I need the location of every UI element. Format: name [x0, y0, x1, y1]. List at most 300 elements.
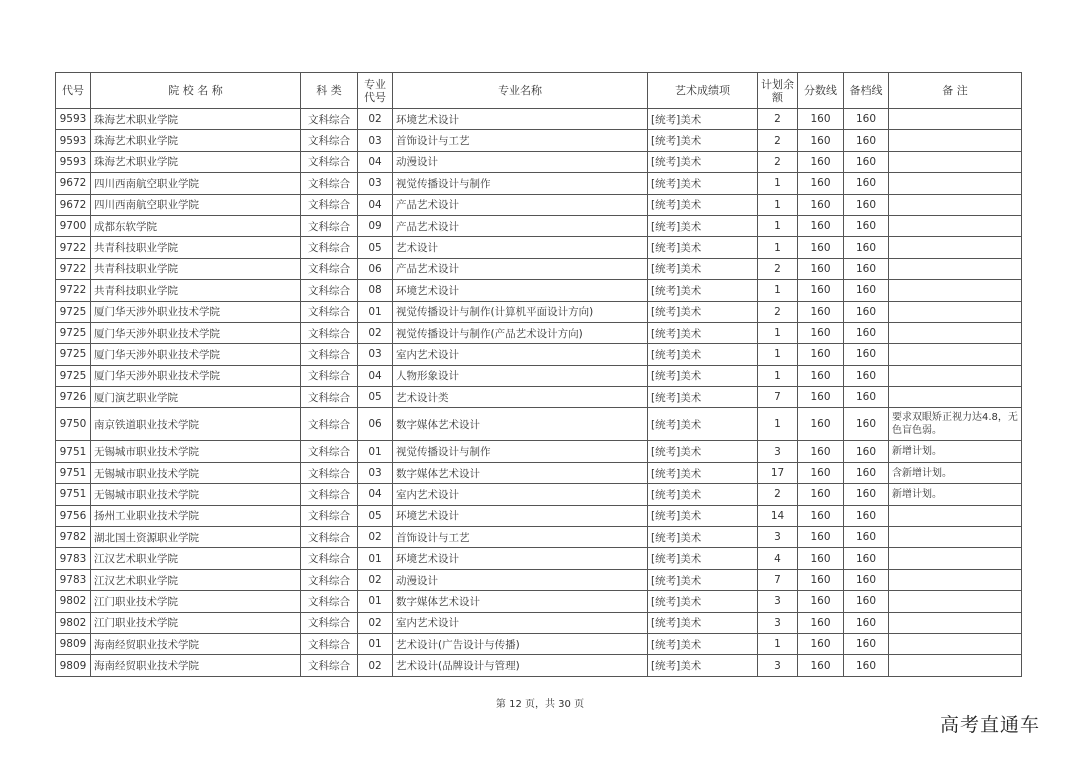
table-row	[56, 215, 1022, 236]
cell-school-code: 9756	[56, 505, 91, 526]
cell-remaining-plan: 2	[758, 484, 798, 505]
cell-backup-line: 160	[844, 215, 889, 236]
cell-remaining-plan: 2	[758, 301, 798, 322]
cell-score-line: 160	[798, 591, 844, 612]
cell-school-name: 四川西南航空职业学院	[91, 173, 301, 194]
cell-notes	[889, 365, 1022, 386]
cell-remaining-plan: 1	[758, 633, 798, 654]
cell-art-score-item: [统考]美术	[648, 505, 758, 526]
cell-backup-line: 160	[844, 633, 889, 654]
cell-remaining-plan: 2	[758, 109, 798, 130]
cell-major-name: 产品艺术设计	[393, 194, 648, 215]
cell-score-line: 160	[798, 151, 844, 172]
header-code: 代号	[56, 73, 91, 109]
cell-backup-line: 160	[844, 655, 889, 676]
cell-notes	[889, 548, 1022, 569]
cell-art-score-item: [统考]美术	[648, 612, 758, 633]
cell-backup-line: 160	[844, 441, 889, 462]
cell-notes	[889, 527, 1022, 548]
cell-school-name: 无锡城市职业技术学院	[91, 484, 301, 505]
cell-notes: 新增计划。	[889, 484, 1022, 505]
header-remaining-plan: 计划余额	[758, 73, 798, 109]
cell-major-name: 视觉传播设计与制作	[393, 441, 648, 462]
table-row	[56, 484, 1022, 505]
table-row	[56, 527, 1022, 548]
header-school: 院 校 名 称	[91, 73, 301, 109]
cell-art-score-item: [统考]美术	[648, 387, 758, 408]
table-row	[56, 365, 1022, 386]
cell-major-code: 05	[358, 505, 393, 526]
cell-major-code: 04	[358, 194, 393, 215]
table-row	[56, 505, 1022, 526]
cell-school-code: 9725	[56, 301, 91, 322]
cell-school-name: 南京铁道职业技术学院	[91, 408, 301, 441]
cell-score-line: 160	[798, 484, 844, 505]
cell-school-code: 9802	[56, 591, 91, 612]
cell-remaining-plan: 3	[758, 591, 798, 612]
cell-remaining-plan: 4	[758, 548, 798, 569]
cell-school-code: 9725	[56, 322, 91, 343]
cell-school-name: 厦门华天涉外职业技术学院	[91, 365, 301, 386]
cell-school-name: 厦门演艺职业学院	[91, 387, 301, 408]
cell-remaining-plan: 1	[758, 365, 798, 386]
cell-notes	[889, 655, 1022, 676]
table-row	[56, 548, 1022, 569]
cell-major-name: 视觉传播设计与制作(产品艺术设计方向)	[393, 322, 648, 343]
cell-school-name: 江汉艺术职业学院	[91, 548, 301, 569]
header-backup-line: 备档线	[844, 73, 889, 109]
cell-major-code: 05	[358, 237, 393, 258]
cell-score-line: 160	[798, 301, 844, 322]
cell-category: 文科综合	[301, 484, 358, 505]
cell-backup-line: 160	[844, 322, 889, 343]
cell-score-line: 160	[798, 215, 844, 236]
table-row	[56, 322, 1022, 343]
cell-school-code: 9722	[56, 237, 91, 258]
cell-art-score-item: [统考]美术	[648, 441, 758, 462]
cell-major-code: 01	[358, 441, 393, 462]
cell-category: 文科综合	[301, 441, 358, 462]
cell-remaining-plan: 7	[758, 387, 798, 408]
table-row	[56, 633, 1022, 654]
cell-major-code: 06	[358, 258, 393, 279]
cell-backup-line: 160	[844, 151, 889, 172]
table-row	[56, 591, 1022, 612]
cell-school-name: 海南经贸职业技术学院	[91, 655, 301, 676]
cell-major-code: 01	[358, 591, 393, 612]
cell-school-name: 四川西南航空职业学院	[91, 194, 301, 215]
cell-score-line: 160	[798, 548, 844, 569]
cell-school-name: 江门职业技术学院	[91, 591, 301, 612]
cell-remaining-plan: 1	[758, 173, 798, 194]
cell-major-code: 02	[358, 655, 393, 676]
cell-notes	[889, 215, 1022, 236]
cell-score-line: 160	[798, 462, 844, 483]
cell-major-name: 艺术设计(品牌设计与管理)	[393, 655, 648, 676]
cell-major-code: 05	[358, 387, 393, 408]
cell-backup-line: 160	[844, 344, 889, 365]
table-header-row	[56, 73, 1022, 109]
cell-school-code: 9751	[56, 462, 91, 483]
table-row	[56, 344, 1022, 365]
cell-score-line: 160	[798, 527, 844, 548]
cell-art-score-item: [统考]美术	[648, 215, 758, 236]
cell-art-score-item: [统考]美术	[648, 365, 758, 386]
cell-school-code: 9593	[56, 130, 91, 151]
cell-art-score-item: [统考]美术	[648, 322, 758, 343]
cell-category: 文科综合	[301, 130, 358, 151]
cell-notes	[889, 344, 1022, 365]
page-footer: 第 12 页，共 30 页	[495, 699, 585, 710]
cell-major-name: 数字媒体艺术设计	[393, 591, 648, 612]
cell-category: 文科综合	[301, 301, 358, 322]
cell-backup-line: 160	[844, 462, 889, 483]
cell-category: 文科综合	[301, 344, 358, 365]
table-row	[56, 569, 1022, 590]
cell-score-line: 160	[798, 258, 844, 279]
cell-backup-line: 160	[844, 280, 889, 301]
cell-category: 文科综合	[301, 151, 358, 172]
cell-art-score-item: [统考]美术	[648, 527, 758, 548]
header-major-name: 专业名称	[393, 73, 648, 109]
cell-school-name: 海南经贸职业技术学院	[91, 633, 301, 654]
cell-major-name: 室内艺术设计	[393, 344, 648, 365]
cell-major-code: 02	[358, 612, 393, 633]
table-row	[56, 151, 1022, 172]
header-category: 科 类	[301, 73, 358, 109]
cell-art-score-item: [统考]美术	[648, 173, 758, 194]
table-row	[56, 462, 1022, 483]
cell-school-code: 9751	[56, 484, 91, 505]
cell-remaining-plan: 1	[758, 215, 798, 236]
cell-school-name: 江门职业技术学院	[91, 612, 301, 633]
cell-backup-line: 160	[844, 301, 889, 322]
cell-backup-line: 160	[844, 591, 889, 612]
cell-school-name: 江汉艺术职业学院	[91, 569, 301, 590]
table-row	[56, 408, 1022, 441]
cell-school-name: 无锡城市职业技术学院	[91, 462, 301, 483]
cell-notes	[889, 633, 1022, 654]
cell-school-code: 9593	[56, 151, 91, 172]
cell-remaining-plan: 1	[758, 194, 798, 215]
cell-art-score-item: [统考]美术	[648, 301, 758, 322]
cell-remaining-plan: 3	[758, 655, 798, 676]
cell-remaining-plan: 1	[758, 344, 798, 365]
cell-major-name: 环境艺术设计	[393, 280, 648, 301]
cell-category: 文科综合	[301, 387, 358, 408]
cell-school-code: 9782	[56, 527, 91, 548]
cell-notes	[889, 322, 1022, 343]
cell-major-name: 首饰设计与工艺	[393, 527, 648, 548]
cell-art-score-item: [统考]美术	[648, 109, 758, 130]
cell-backup-line: 160	[844, 258, 889, 279]
cell-score-line: 160	[798, 194, 844, 215]
cell-art-score-item: [统考]美术	[648, 484, 758, 505]
cell-remaining-plan: 3	[758, 612, 798, 633]
table-row	[56, 258, 1022, 279]
cell-major-code: 06	[358, 408, 393, 441]
cell-school-name: 厦门华天涉外职业技术学院	[91, 301, 301, 322]
cell-backup-line: 160	[844, 109, 889, 130]
cell-school-code: 9751	[56, 441, 91, 462]
cell-art-score-item: [统考]美术	[648, 633, 758, 654]
cell-category: 文科综合	[301, 612, 358, 633]
cell-major-name: 视觉传播设计与制作(计算机平面设计方向)	[393, 301, 648, 322]
table-row	[56, 194, 1022, 215]
cell-category: 文科综合	[301, 548, 358, 569]
cell-major-code: 04	[358, 151, 393, 172]
cell-backup-line: 160	[844, 569, 889, 590]
cell-remaining-plan: 2	[758, 130, 798, 151]
cell-score-line: 160	[798, 387, 844, 408]
cell-major-name: 室内艺术设计	[393, 612, 648, 633]
cell-backup-line: 160	[844, 527, 889, 548]
cell-notes	[889, 237, 1022, 258]
cell-major-name: 环境艺术设计	[393, 548, 648, 569]
cell-school-code: 9802	[56, 612, 91, 633]
cell-school-code: 9783	[56, 569, 91, 590]
cell-remaining-plan: 14	[758, 505, 798, 526]
cell-art-score-item: [统考]美术	[648, 280, 758, 301]
cell-backup-line: 160	[844, 408, 889, 441]
cell-score-line: 160	[798, 280, 844, 301]
header-major-code: 专业代号	[358, 73, 393, 109]
cell-school-name: 珠海艺术职业学院	[91, 109, 301, 130]
cell-remaining-plan: 3	[758, 527, 798, 548]
table-row	[56, 280, 1022, 301]
cell-school-code: 9750	[56, 408, 91, 441]
cell-school-name: 共青科技职业学院	[91, 280, 301, 301]
cell-category: 文科综合	[301, 527, 358, 548]
cell-remaining-plan: 17	[758, 462, 798, 483]
cell-school-code: 9809	[56, 633, 91, 654]
cell-major-name: 环境艺术设计	[393, 109, 648, 130]
cell-school-code: 9672	[56, 194, 91, 215]
cell-school-name: 珠海艺术职业学院	[91, 151, 301, 172]
table-row	[56, 612, 1022, 633]
cell-backup-line: 160	[844, 548, 889, 569]
cell-score-line: 160	[798, 655, 844, 676]
cell-major-code: 01	[358, 633, 393, 654]
cell-major-code: 04	[358, 365, 393, 386]
cell-category: 文科综合	[301, 365, 358, 386]
cell-notes	[889, 258, 1022, 279]
table-row	[56, 441, 1022, 462]
cell-art-score-item: [统考]美术	[648, 194, 758, 215]
cell-notes: 含新增计划。	[889, 462, 1022, 483]
cell-art-score-item: [统考]美术	[648, 344, 758, 365]
cell-score-line: 160	[798, 109, 844, 130]
cell-school-name: 厦门华天涉外职业技术学院	[91, 322, 301, 343]
cell-school-code: 9700	[56, 215, 91, 236]
cell-remaining-plan: 3	[758, 441, 798, 462]
cell-notes	[889, 591, 1022, 612]
cell-backup-line: 160	[844, 484, 889, 505]
cell-major-name: 首饰设计与工艺	[393, 130, 648, 151]
cell-major-code: 03	[358, 130, 393, 151]
cell-category: 文科综合	[301, 280, 358, 301]
cell-category: 文科综合	[301, 322, 358, 343]
cell-backup-line: 160	[844, 130, 889, 151]
cell-score-line: 160	[798, 505, 844, 526]
table-row	[56, 387, 1022, 408]
table-row	[56, 655, 1022, 676]
header-art-score: 艺术成绩项	[648, 73, 758, 109]
cell-backup-line: 160	[844, 365, 889, 386]
cell-remaining-plan: 1	[758, 237, 798, 258]
cell-art-score-item: [统考]美术	[648, 130, 758, 151]
cell-major-code: 08	[358, 280, 393, 301]
cell-school-name: 扬州工业职业技术学院	[91, 505, 301, 526]
cell-art-score-item: [统考]美术	[648, 151, 758, 172]
cell-score-line: 160	[798, 408, 844, 441]
cell-school-name: 成都东软学院	[91, 215, 301, 236]
cell-category: 文科综合	[301, 215, 358, 236]
cell-score-line: 160	[798, 365, 844, 386]
cell-school-name: 无锡城市职业技术学院	[91, 441, 301, 462]
cell-score-line: 160	[798, 322, 844, 343]
cell-school-code: 9809	[56, 655, 91, 676]
cell-category: 文科综合	[301, 569, 358, 590]
cell-remaining-plan: 1	[758, 408, 798, 441]
cell-school-name: 湖北国土资源职业学院	[91, 527, 301, 548]
cell-art-score-item: [统考]美术	[648, 462, 758, 483]
cell-major-name: 产品艺术设计	[393, 258, 648, 279]
cell-major-name: 艺术设计类	[393, 387, 648, 408]
cell-art-score-item: [统考]美术	[648, 237, 758, 258]
cell-notes: 要求双眼矫正视力达4.8，无色盲色弱。	[889, 408, 1022, 441]
brand-watermark: 高考直通车	[940, 714, 1041, 736]
cell-art-score-item: [统考]美术	[648, 655, 758, 676]
cell-category: 文科综合	[301, 109, 358, 130]
cell-major-name: 艺术设计(广告设计与传播)	[393, 633, 648, 654]
cell-notes	[889, 569, 1022, 590]
cell-notes	[889, 109, 1022, 130]
cell-major-code: 02	[358, 569, 393, 590]
cell-major-code: 02	[358, 322, 393, 343]
cell-major-name: 艺术设计	[393, 237, 648, 258]
cell-category: 文科综合	[301, 655, 358, 676]
cell-school-name: 珠海艺术职业学院	[91, 130, 301, 151]
admission-table	[55, 72, 1022, 677]
cell-notes	[889, 151, 1022, 172]
cell-notes	[889, 612, 1022, 633]
cell-major-name: 数字媒体艺术设计	[393, 408, 648, 441]
cell-school-code: 9725	[56, 344, 91, 365]
cell-score-line: 160	[798, 612, 844, 633]
cell-major-name: 人物形象设计	[393, 365, 648, 386]
cell-category: 文科综合	[301, 462, 358, 483]
cell-school-code: 9725	[56, 365, 91, 386]
cell-category: 文科综合	[301, 633, 358, 654]
cell-major-name: 动漫设计	[393, 569, 648, 590]
cell-school-name: 共青科技职业学院	[91, 237, 301, 258]
cell-art-score-item: [统考]美术	[648, 258, 758, 279]
table-row	[56, 109, 1022, 130]
cell-notes	[889, 301, 1022, 322]
cell-school-code: 9672	[56, 173, 91, 194]
cell-major-code: 01	[358, 301, 393, 322]
cell-category: 文科综合	[301, 591, 358, 612]
cell-backup-line: 160	[844, 237, 889, 258]
cell-category: 文科综合	[301, 194, 358, 215]
table-row	[56, 130, 1022, 151]
cell-score-line: 160	[798, 633, 844, 654]
cell-major-code: 03	[358, 462, 393, 483]
cell-score-line: 160	[798, 441, 844, 462]
cell-category: 文科综合	[301, 237, 358, 258]
cell-notes	[889, 194, 1022, 215]
cell-major-name: 数字媒体艺术设计	[393, 462, 648, 483]
cell-school-code: 9722	[56, 258, 91, 279]
cell-art-score-item: [统考]美术	[648, 569, 758, 590]
cell-backup-line: 160	[844, 505, 889, 526]
cell-remaining-plan: 1	[758, 280, 798, 301]
cell-score-line: 160	[798, 344, 844, 365]
cell-backup-line: 160	[844, 194, 889, 215]
cell-notes	[889, 280, 1022, 301]
table-row	[56, 173, 1022, 194]
cell-remaining-plan: 2	[758, 151, 798, 172]
cell-major-code: 03	[358, 173, 393, 194]
cell-category: 文科综合	[301, 258, 358, 279]
cell-score-line: 160	[798, 237, 844, 258]
cell-school-code: 9726	[56, 387, 91, 408]
cell-major-code: 04	[358, 484, 393, 505]
cell-score-line: 160	[798, 130, 844, 151]
cell-backup-line: 160	[844, 612, 889, 633]
cell-notes	[889, 173, 1022, 194]
cell-backup-line: 160	[844, 387, 889, 408]
cell-remaining-plan: 7	[758, 569, 798, 590]
cell-notes	[889, 387, 1022, 408]
cell-art-score-item: [统考]美术	[648, 591, 758, 612]
cell-backup-line: 160	[844, 173, 889, 194]
cell-category: 文科综合	[301, 408, 358, 441]
cell-major-name: 室内艺术设计	[393, 484, 648, 505]
cell-school-code: 9783	[56, 548, 91, 569]
cell-major-name: 产品艺术设计	[393, 215, 648, 236]
cell-major-code: 03	[358, 344, 393, 365]
cell-major-code: 02	[358, 109, 393, 130]
header-score-line: 分数线	[798, 73, 844, 109]
cell-major-name: 视觉传播设计与制作	[393, 173, 648, 194]
cell-major-name: 环境艺术设计	[393, 505, 648, 526]
table-row	[56, 301, 1022, 322]
cell-school-name: 厦门华天涉外职业技术学院	[91, 344, 301, 365]
cell-school-code: 9722	[56, 280, 91, 301]
cell-school-code: 9593	[56, 109, 91, 130]
cell-art-score-item: [统考]美术	[648, 548, 758, 569]
cell-major-code: 02	[358, 527, 393, 548]
cell-art-score-item: [统考]美术	[648, 408, 758, 441]
cell-category: 文科综合	[301, 505, 358, 526]
cell-category: 文科综合	[301, 173, 358, 194]
cell-major-code: 09	[358, 215, 393, 236]
cell-major-code: 01	[358, 548, 393, 569]
cell-remaining-plan: 1	[758, 322, 798, 343]
header-notes: 备 注	[889, 73, 1022, 109]
cell-score-line: 160	[798, 173, 844, 194]
cell-notes: 新增计划。	[889, 441, 1022, 462]
cell-notes	[889, 505, 1022, 526]
table-row	[56, 237, 1022, 258]
cell-score-line: 160	[798, 569, 844, 590]
cell-major-name: 动漫设计	[393, 151, 648, 172]
cell-school-name: 共青科技职业学院	[91, 258, 301, 279]
cell-remaining-plan: 2	[758, 258, 798, 279]
cell-notes	[889, 130, 1022, 151]
